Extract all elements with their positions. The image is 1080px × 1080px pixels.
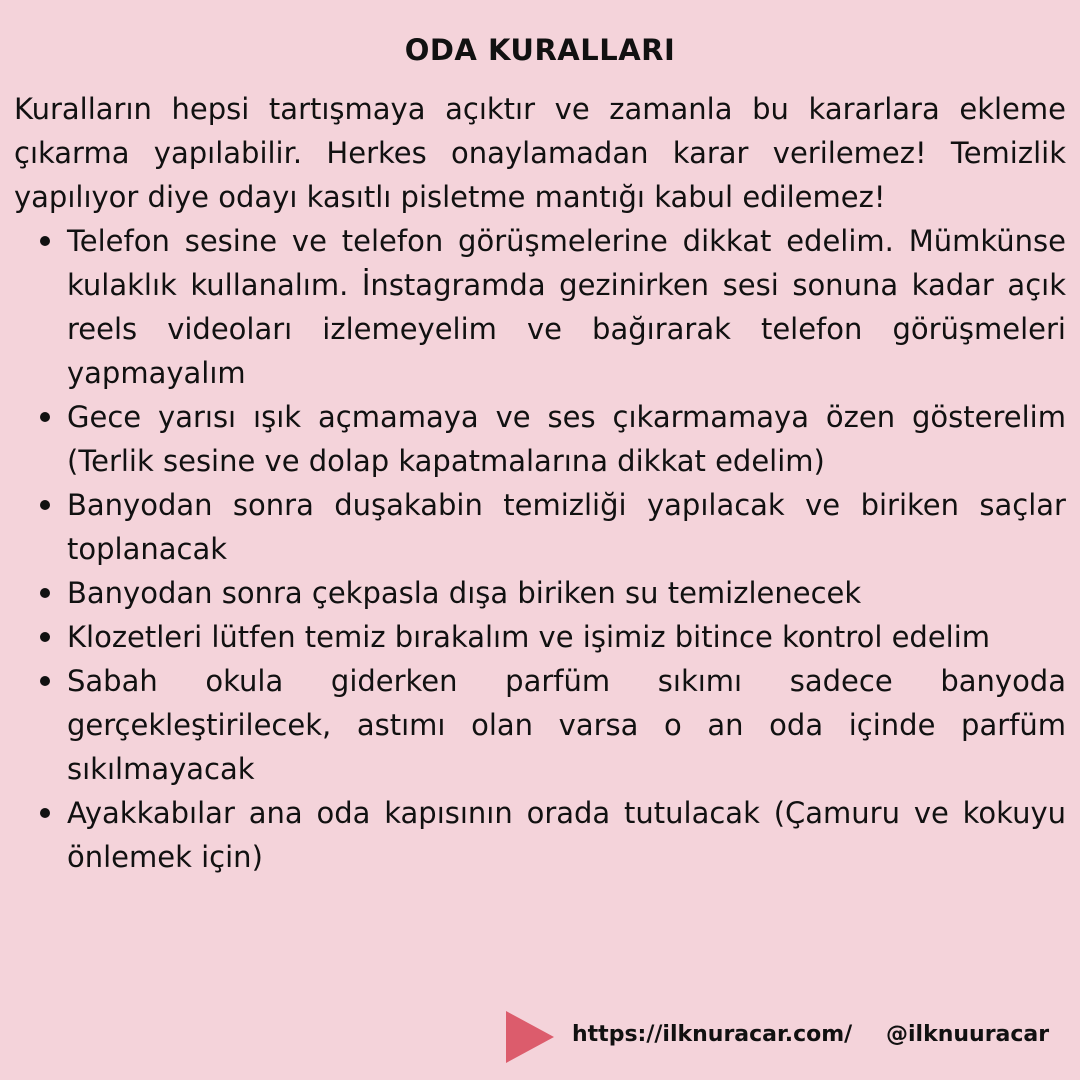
list-item <box>14 571 1066 615</box>
bullet-icon <box>40 588 50 598</box>
rule-text: Gece yarısı ışık açmamaya ve ses çıkarmamaya özen gösterelim (Terlik sesine ve dolap kapatmalarına dikkat edelim) <box>67 400 1066 478</box>
website-link[interactable]: https://ilknuracar.com/ <box>572 1022 853 1047</box>
intro-paragraph: Kuralların hepsi tartışmaya açıktır ve zamanla bu kararlara ekleme çıkarma yapılabilir. Herkes onaylamadan karar verilemez! Temizlik yapılıyor diye odayı kasıtlı pisletme mantığı kabul edilemez! <box>14 92 1066 214</box>
rule-text: Banyodan sonra duşakabin temizliği yapılacak ve biriken saçlar toplanacak <box>67 488 1066 566</box>
rule-text: Banyodan sonra çekpasla dışa biriken su temizlenecek <box>67 576 862 610</box>
bullet-icon <box>40 412 50 422</box>
rule-text: Sabah okula giderken parfüm sıkımı sadece banyoda gerçekleştirilecek, astımı olan varsa o an oda içinde parfüm sıkılmayacak <box>67 664 1066 786</box>
bullet-icon <box>40 236 50 246</box>
bullet-icon <box>40 808 50 818</box>
list-item <box>14 615 1066 659</box>
social-handle: @ilknuuracar <box>886 1022 1050 1047</box>
list-item <box>14 219 1066 395</box>
list-item <box>14 483 1066 571</box>
bullet-icon <box>40 500 50 510</box>
list-item <box>14 659 1066 791</box>
list-item <box>14 791 1066 879</box>
rule-text: Telefon sesine ve telefon görüşmelerine dikkat edelim. Mümkünse kulaklık kullanalım. İnstagramda gezinirken sesi sonuna kadar açık reels videoları izlemeyelim ve bağırarak telefon görüşmeleri yapmayalım <box>67 224 1066 390</box>
rule-text: Klozetleri lütfen temiz bırakalım ve işimiz bitince kontrol edelim <box>67 620 991 654</box>
page-title: ODA KURALLARI <box>404 33 676 67</box>
play-icon <box>506 1011 554 1063</box>
bullet-icon <box>40 676 50 686</box>
list-item <box>14 395 1066 483</box>
rules-list <box>14 219 1066 879</box>
footer <box>0 1008 1080 1068</box>
bullet-icon <box>40 632 50 642</box>
rule-text: Ayakkabılar ana oda kapısının orada tutulacak (Çamuru ve kokuyu önlemek için) <box>67 796 1066 874</box>
